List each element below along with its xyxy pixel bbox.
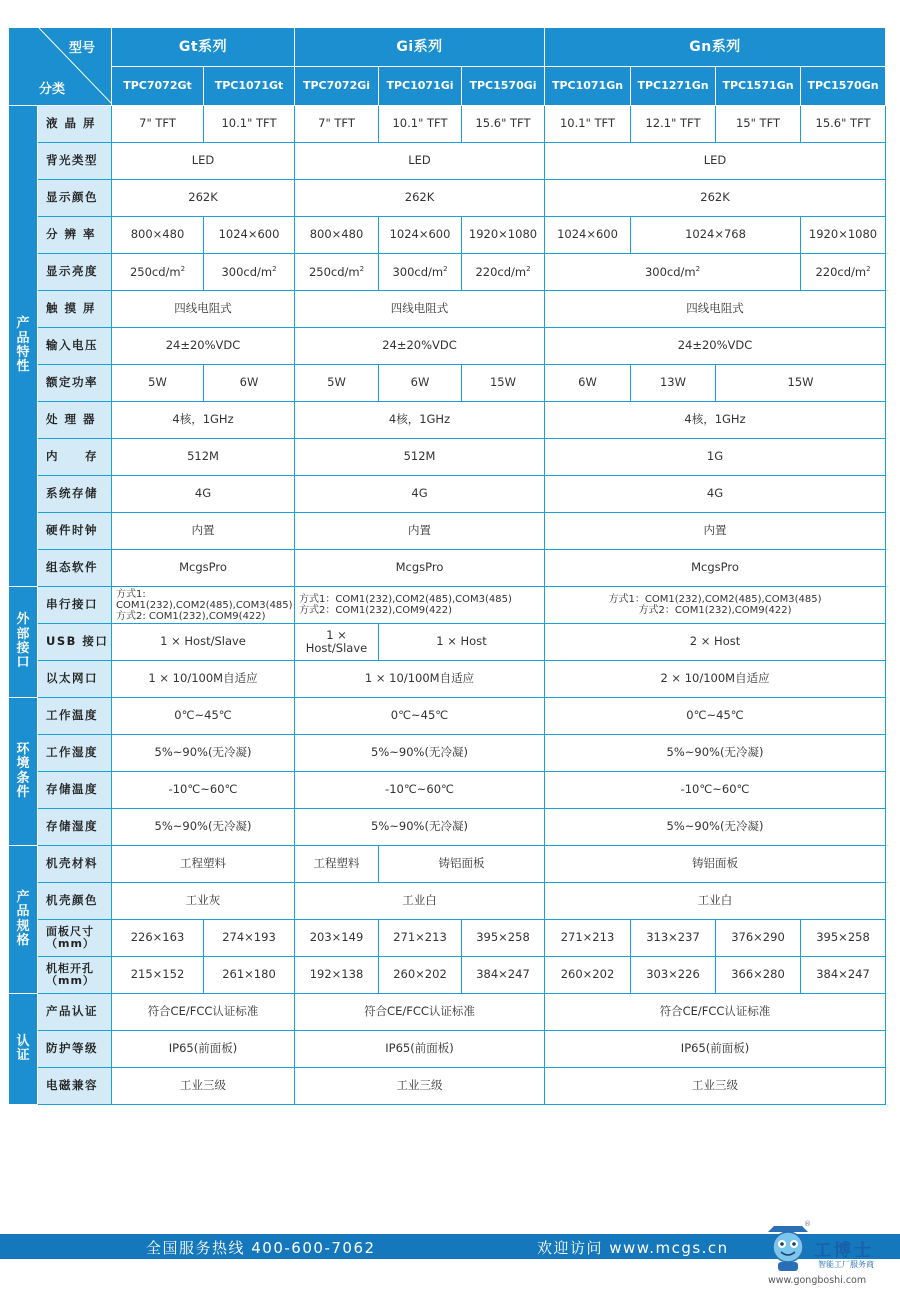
- table-cell: $300cd/m^2$: [379, 254, 462, 291]
- param-label: 防护等级: [38, 1031, 112, 1068]
- series-gn-header: Gn系列: [545, 28, 886, 67]
- row-colors: [9, 180, 886, 217]
- model-header: TPC1071Gn: [545, 67, 631, 106]
- param-label: 工作湿度: [38, 735, 112, 772]
- table-cell: 366×280: [716, 957, 801, 994]
- table-cell: 271×213: [379, 920, 462, 957]
- table-cell: 512M: [295, 439, 545, 476]
- row-ethernet: [9, 661, 886, 698]
- row-rtc: [9, 513, 886, 550]
- table-cell: 274×193: [204, 920, 295, 957]
- table-cell: 6W: [379, 365, 462, 402]
- table-cell: 符合CE/FCC认证标准: [295, 994, 545, 1031]
- model-header: TPC1570Gi: [462, 67, 545, 106]
- row-cpu: [9, 402, 886, 439]
- table-cell: 800×480: [295, 217, 379, 254]
- row-power: [9, 365, 886, 402]
- table-cell: 1920×1080: [801, 217, 886, 254]
- param-label: USB 接口: [38, 624, 112, 661]
- table-cell: 内置: [112, 513, 295, 550]
- table-cell: 工业三级: [295, 1068, 545, 1105]
- group-external-interfaces: 外部接口: [9, 587, 38, 698]
- table-cell: 24±20%VDC: [545, 328, 886, 365]
- brand-name: 工博士: [814, 1241, 874, 1261]
- table-cell: 512M: [112, 439, 295, 476]
- row-protection: [9, 1031, 886, 1068]
- row-touch: [9, 291, 886, 328]
- series-gi-header: Gi系列: [295, 28, 545, 67]
- mascot-icon: [764, 1220, 814, 1274]
- table-cell: 1024×600: [379, 217, 462, 254]
- table-cell: LED: [545, 143, 886, 180]
- row-st-temp: [9, 772, 886, 809]
- table-cell: 7" TFT: [112, 106, 204, 143]
- table-cell: 395×258: [462, 920, 545, 957]
- param-label: 输入电压: [38, 328, 112, 365]
- param-label: 内 存: [38, 439, 112, 476]
- table-cell: 260×202: [379, 957, 462, 994]
- table-cell: 313×237: [631, 920, 716, 957]
- table-cell: IP65(前面板): [295, 1031, 545, 1068]
- group-product-features: 产品特性: [9, 106, 38, 587]
- table-cell: 内置: [295, 513, 545, 550]
- table-cell: 262K: [295, 180, 545, 217]
- param-label: 背光类型: [38, 143, 112, 180]
- model-header: TPC1071Gt: [204, 67, 295, 106]
- table-cell: 4G: [295, 476, 545, 513]
- row-cutout: [9, 957, 886, 994]
- param-label: 分 辨 率: [38, 217, 112, 254]
- series-gt-header: Gt系列: [112, 28, 295, 67]
- model-header: TPC1071Gi: [379, 67, 462, 106]
- table-cell: 5%~90%(无冷凝): [545, 809, 886, 846]
- brand-url[interactable]: www.gongboshi.com: [768, 1275, 867, 1286]
- model-header: TPC1271Gn: [631, 67, 716, 106]
- table-cell: 6W: [545, 365, 631, 402]
- param-label: 机壳颜色: [38, 883, 112, 920]
- table-cell: IP65(前面板): [545, 1031, 886, 1068]
- row-housing-color: [9, 883, 886, 920]
- table-cell: 1024×600: [545, 217, 631, 254]
- row-backlight: [9, 143, 886, 180]
- table-cell: McgsPro: [295, 550, 545, 587]
- table-cell: 15W: [462, 365, 545, 402]
- table-cell: 1024×600: [204, 217, 295, 254]
- row-memory: [9, 439, 886, 476]
- row-op-temp: [9, 698, 886, 735]
- row-st-humidity: [9, 809, 886, 846]
- website-link[interactable]: 欢迎访问 www.mcgs.cn: [537, 1239, 729, 1257]
- table-cell: $250cd/m^2$: [295, 254, 379, 291]
- table-cell: 4核，1GHz: [295, 402, 545, 439]
- model-label: 型号: [69, 41, 96, 56]
- table-cell: 5%~90%(无冷凝): [545, 735, 886, 772]
- table-cell: 15W: [716, 365, 886, 402]
- table-cell: 工业灰: [112, 883, 295, 920]
- table-cell: 符合CE/FCC认证标准: [112, 994, 295, 1031]
- table-cell: 方式1：COM1(232),COM2(485),COM3(485) 方式2：COM1(232),COM9(422): [295, 587, 545, 624]
- brand-slogan: 智能工厂服务商: [818, 1260, 874, 1269]
- table-cell: 方式1: COM1(232),COM2(485),COM3(485) 方式2: COM1(232),COM9(422): [112, 587, 295, 624]
- row-op-humidity: [9, 735, 886, 772]
- table-cell: 5W: [295, 365, 379, 402]
- table-cell: 10.1" TFT: [204, 106, 295, 143]
- table-cell: 226×163: [112, 920, 204, 957]
- param-label: 显示亮度: [38, 254, 112, 291]
- table-cell: 303×226: [631, 957, 716, 994]
- table-cell: 工业三级: [545, 1068, 886, 1105]
- table-cell: 符合CE/FCC认证标准: [545, 994, 886, 1031]
- table-cell: 1 × Host/Slave: [112, 624, 295, 661]
- spec-table: [8, 27, 886, 1105]
- table-cell: 铸铝面板: [379, 846, 545, 883]
- row-storage: [9, 476, 886, 513]
- table-cell: -10℃~60℃: [112, 772, 295, 809]
- param-label: 工作温度: [38, 698, 112, 735]
- table-cell: 262K: [545, 180, 886, 217]
- table-cell: 方式1：COM1(232),COM2(485),COM3(485) 方式2：COM1(232),COM9(422): [545, 587, 886, 624]
- param-label: 串行接口: [38, 587, 112, 624]
- group-certification: 认证: [9, 994, 38, 1105]
- table-cell: 5%~90%(无冷凝): [295, 809, 545, 846]
- row-emc: [9, 1068, 886, 1105]
- table-cell: 4G: [112, 476, 295, 513]
- table-cell: 2 × Host: [545, 624, 886, 661]
- table-cell: $220cd/m^2$: [462, 254, 545, 291]
- table-cell: 1920×1080: [462, 217, 545, 254]
- table-cell: 24±20%VDC: [295, 328, 545, 365]
- table-cell: -10℃~60℃: [295, 772, 545, 809]
- param-label: 存储温度: [38, 772, 112, 809]
- table-cell: 5%~90%(无冷凝): [112, 809, 295, 846]
- row-brightness: [9, 254, 886, 291]
- table-cell: 271×213: [545, 920, 631, 957]
- table-cell: 四线电阻式: [295, 291, 545, 328]
- table-cell: McgsPro: [112, 550, 295, 587]
- table-cell: 工程塑料: [112, 846, 295, 883]
- table-cell: 0℃~45℃: [112, 698, 295, 735]
- param-label: 存储湿度: [38, 809, 112, 846]
- group-specifications: 产品规格: [9, 846, 38, 994]
- table-cell: 384×247: [462, 957, 545, 994]
- table-cell: 12.1" TFT: [631, 106, 716, 143]
- table-cell: 1024×768: [631, 217, 801, 254]
- table-cell: 15" TFT: [716, 106, 801, 143]
- row-usb: [9, 624, 886, 661]
- table-cell: 13W: [631, 365, 716, 402]
- table-cell: 1 × Host: [379, 624, 545, 661]
- table-cell: 15.6" TFT: [462, 106, 545, 143]
- group-environment: 环境条件: [9, 698, 38, 846]
- param-label: 机壳材料: [38, 846, 112, 883]
- table-cell: $300cd/m^2$: [204, 254, 295, 291]
- table-cell: 四线电阻式: [545, 291, 886, 328]
- category-label: 分类: [39, 82, 66, 97]
- table-cell: 工业白: [545, 883, 886, 920]
- param-label: 液 晶 屏: [38, 106, 112, 143]
- table-cell: $300cd/m^2$: [545, 254, 801, 291]
- table-cell: 1 × 10/100M自适应: [112, 661, 295, 698]
- service-hotline: 全国服务热线 400-600-7062: [146, 1239, 376, 1257]
- table-cell: McgsPro: [545, 550, 886, 587]
- table-cell: 工程塑料: [295, 846, 379, 883]
- table-cell: 5W: [112, 365, 204, 402]
- table-cell: 四线电阻式: [112, 291, 295, 328]
- table-cell: 工业白: [295, 883, 545, 920]
- row-lcd: [9, 106, 886, 143]
- param-label: 以太网口: [38, 661, 112, 698]
- row-housing-material: [9, 846, 886, 883]
- table-cell: 0℃~45℃: [295, 698, 545, 735]
- table-cell: 260×202: [545, 957, 631, 994]
- row-serial: [9, 587, 886, 624]
- table-cell: IP65(前面板): [112, 1031, 295, 1068]
- param-label: 系统存储: [38, 476, 112, 513]
- row-cert: [9, 994, 886, 1031]
- table-cell: 4核，1GHz: [112, 402, 295, 439]
- param-label: 面板尺寸 （mm）: [38, 920, 112, 957]
- brand-logo: [762, 1220, 900, 1290]
- registered-mark: ®: [804, 1220, 811, 1228]
- row-voltage: [9, 328, 886, 365]
- table-cell: 5%~90%(无冷凝): [295, 735, 545, 772]
- table-cell: 1 × 10/100M自适应: [295, 661, 545, 698]
- table-cell: 395×258: [801, 920, 886, 957]
- model-header: TPC1571Gn: [716, 67, 801, 106]
- table-cell: 工业三级: [112, 1068, 295, 1105]
- table-cell: 384×247: [801, 957, 886, 994]
- table-corner-header: [9, 28, 112, 106]
- table-cell: 15.6" TFT: [801, 106, 886, 143]
- table-cell: 1G: [545, 439, 886, 476]
- table-cell: 203×149: [295, 920, 379, 957]
- param-label: 机柜开孔 （mm）: [38, 957, 112, 994]
- table-cell: 215×152: [112, 957, 204, 994]
- param-label: 硬件时钟: [38, 513, 112, 550]
- table-cell: 4核，1GHz: [545, 402, 886, 439]
- table-cell: 1 × Host/Slave: [295, 624, 379, 661]
- table-cell: 262K: [112, 180, 295, 217]
- table-cell: LED: [112, 143, 295, 180]
- table-cell: 2 × 10/100M自适应: [545, 661, 886, 698]
- table-cell: 7" TFT: [295, 106, 379, 143]
- table-cell: $220cd/m^2$: [801, 254, 886, 291]
- param-label: 电磁兼容: [38, 1068, 112, 1105]
- table-cell: 铸铝面板: [545, 846, 886, 883]
- table-cell: 4G: [545, 476, 886, 513]
- table-cell: $250cd/m^2$: [112, 254, 204, 291]
- table-cell: 5%~90%(无冷凝): [112, 735, 295, 772]
- model-header: TPC7072Gi: [295, 67, 379, 106]
- table-cell: 376×290: [716, 920, 801, 957]
- param-label: 显示颜色: [38, 180, 112, 217]
- param-label: 额定功率: [38, 365, 112, 402]
- param-label: 产品认证: [38, 994, 112, 1031]
- table-cell: 内置: [545, 513, 886, 550]
- param-label: 组态软件: [38, 550, 112, 587]
- table-cell: 10.1" TFT: [379, 106, 462, 143]
- param-label: 触 摸 屏: [38, 291, 112, 328]
- table-cell: 6W: [204, 365, 295, 402]
- model-header: TPC1570Gn: [801, 67, 886, 106]
- table-cell: 24±20%VDC: [112, 328, 295, 365]
- table-cell: LED: [295, 143, 545, 180]
- row-software: [9, 550, 886, 587]
- table-cell: 0℃~45℃: [545, 698, 886, 735]
- row-resolution: [9, 217, 886, 254]
- table-cell: 192×138: [295, 957, 379, 994]
- table-cell: 10.1" TFT: [545, 106, 631, 143]
- row-panel-size: [9, 920, 886, 957]
- table-cell: 261×180: [204, 957, 295, 994]
- model-header: TPC7072Gt: [112, 67, 204, 106]
- table-cell: -10℃~60℃: [545, 772, 886, 809]
- param-label: 处 理 器: [38, 402, 112, 439]
- table-cell: 800×480: [112, 217, 204, 254]
